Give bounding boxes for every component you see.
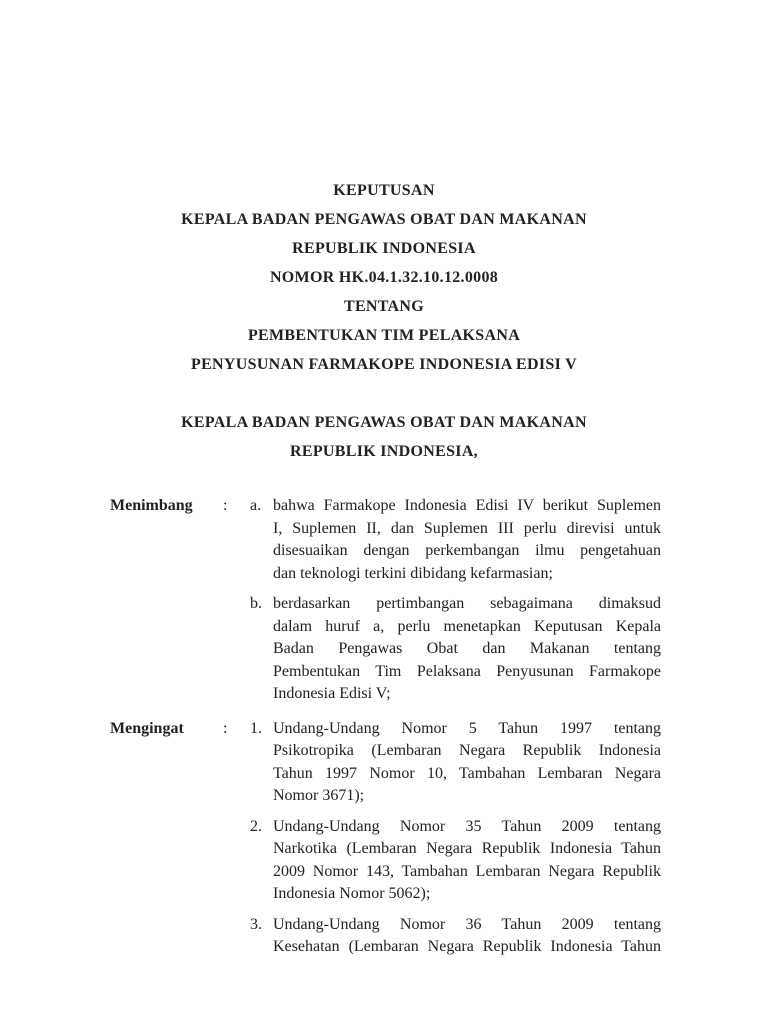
decree-number: NOMOR HK.04.1.32.10.12.0008 [269,269,499,286]
decree-heading [0,176,768,379]
item-paragraph [273,718,661,808]
paragraph-line: Badan Pengawas Obat dan Makanan tentang [273,640,661,657]
heading-issuer: KEPALA BADAN PENGAWAS OBAT DAN MAKANAN [181,211,587,228]
section-label-menimbang: Menimbang [110,497,193,514]
section-colon: : [223,719,228,737]
item-paragraph [273,914,661,959]
section-colon: : [223,497,228,514]
paragraph-line: Indonesia Edisi V; [273,685,391,702]
paragraph-line: Narkotika (Lembaran Negara Republik Indonesia Tahun [273,840,661,857]
list-item-2 [250,816,661,906]
menimbang-items [250,495,661,706]
list-item-3 [250,914,661,959]
paragraph-line: Nomor 3671); [273,787,365,804]
section-mengingat [110,718,661,959]
paragraph-line: dan teknologi terkini dibidang kefarmasian; [273,564,553,582]
paragraph-line: Tahun 1997 Nomor 10, Tambahan Lembaran Negara [273,764,661,782]
item-marker: a. [250,497,262,514]
authority-line-1: KEPALA BADAN PENGAWAS OBAT DAN MAKANAN [181,414,587,431]
item-marker: 1. [250,719,262,737]
heading-tentang: TENTANG [343,298,425,315]
paragraph-line: Indonesia Nomor 5062); [273,885,431,902]
item-marker: 3. [250,915,262,933]
paragraph-line: Psikotropika (Lembaran Negara Republik Indonesia [273,742,661,759]
item-paragraph [273,593,661,706]
item-marker: 2. [250,817,262,835]
heading-subject-line-1: PEMBENTUKAN TIM PELAKSANA [247,327,521,344]
list-item-b [250,593,661,706]
authority-line-2: REPUBLIK INDONESIA, [290,443,478,460]
paragraph-line: Undang-Undang Nomor 36 Tahun 2009 tentang [273,915,661,933]
list-item-1 [250,718,661,808]
paragraph-line: 2009 Nomor 143, Tambahan Lembaran Negara Republik [273,862,661,880]
paragraph-line: disesuaikan dengan perkembangan ilmu pengetahuan [273,542,661,559]
paragraph-line: Undang-Undang Nomor 5 Tahun 1997 tentang [273,719,661,737]
heading-subject-line-2: PENYUSUNAN FARMAKOPE INDONESIA EDISI V [191,356,577,373]
item-marker: b. [250,595,262,612]
item-paragraph [273,816,661,906]
mengingat-items [250,718,661,959]
preamble [110,495,661,959]
item-paragraph [273,495,661,585]
paragraph-line: Kesehatan (Lembaran Negara Republik Indonesia Tahun [273,938,661,955]
paragraph-line: Undang-Undang Nomor 35 Tahun 2009 tentang [273,817,661,835]
heading-republik-indonesia: REPUBLIK INDONESIA [292,240,476,257]
heading-keputusan: KEPUTUSAN [333,182,435,199]
paragraph-line: Pembentukan Tim Pelaksana Penyusunan Farmakope [273,662,661,680]
paragraph-line: I, Suplemen II, dan Suplemen III perlu direvisi untuk [273,519,661,537]
paragraph-line: bahwa Farmakope Indonesia Edisi IV berikut Suplemen [273,497,661,514]
list-item-a [250,495,661,585]
enacting-authority [0,408,768,466]
paragraph-line: dalam huruf a, perlu menetapkan Keputusan Kepala [273,617,661,635]
section-label-mengingat: Mengingat [110,719,184,737]
paragraph-line: berdasarkan pertimbangan sebagaimana dimaksud [273,595,661,612]
section-menimbang [110,495,661,706]
